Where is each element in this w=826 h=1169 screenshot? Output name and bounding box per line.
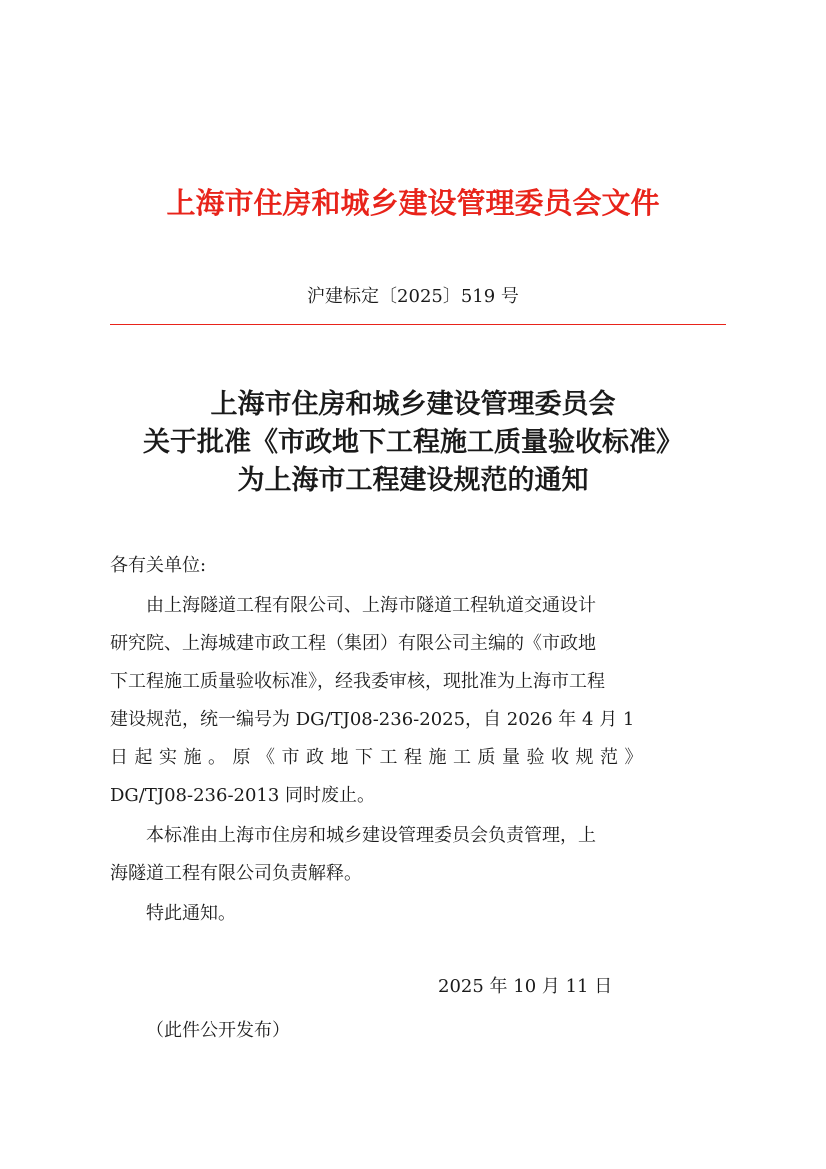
paragraph-line: 下工程施工质量验收标准》，经我委审核，现批准为上海市工程 (110, 671, 605, 692)
notice-title-line: 上海市住房和城乡建设管理委员会 (210, 389, 616, 420)
closing-remark: 特此通知。 (146, 903, 236, 924)
paragraph-line: 研究院、上海城建市政工程（集团）有限公司主编的《市政地 (110, 633, 596, 654)
issue-date: 2025 年 10 月 11 日 (438, 976, 613, 997)
publication-note: （此件公开发布） (146, 1020, 290, 1041)
salutation: 各有关单位: (110, 555, 207, 576)
paragraph-responsibility (110, 817, 716, 893)
issuer-title: 上海市住房和城乡建设管理委员会文件 (166, 186, 660, 220)
paragraph-line: 建设规范，统一编号为 DG/TJ08-236-2025，自 2026 年 4 月 1 (110, 709, 635, 730)
notice-title (0, 386, 826, 500)
paragraph-line: DG/TJ08-236-2013 同时废止。 (110, 785, 376, 806)
paragraph-line: 日起实施。原《市政地下工程施工质量验收规范》 (110, 747, 649, 768)
paragraph-line: 本标准由上海市住房和城乡建设管理委员会负责管理，上 (146, 825, 596, 846)
paragraph-line: 由上海隧道工程有限公司、上海市隧道工程轨道交通设计 (146, 595, 596, 616)
document-number: 沪建标定〔2025〕519 号 (307, 286, 519, 307)
notice-title-line: 关于批准《市政地下工程施工质量验收标准》 (143, 427, 683, 458)
paragraph-line: 海隧道工程有限公司负责解释。 (110, 863, 362, 884)
red-divider-line (110, 324, 726, 325)
notice-title-line: 为上海市工程建设规范的通知 (237, 465, 589, 496)
paragraph-approval (110, 587, 716, 815)
